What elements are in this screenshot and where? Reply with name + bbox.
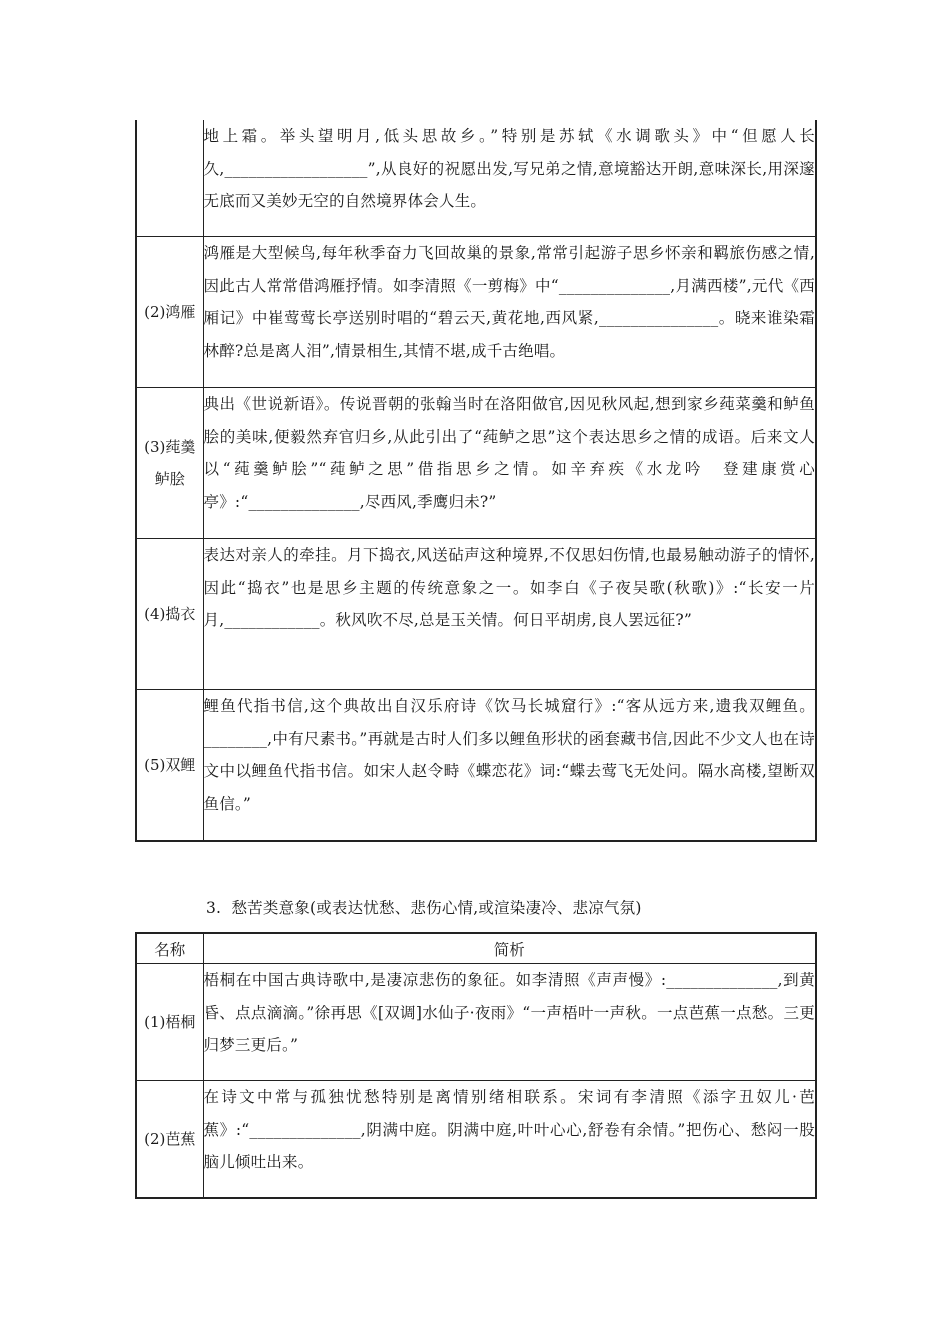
analysis-cell: 表达对亲人的牵挂。月下捣衣,风送砧声这种境界,不仅思妇伤情,也最易触动游子的情怀,因此“捣衣”也是思乡主题的传统意象之一。如李白《子夜吴歌(秋歌)》:“长安一片月,____________。秋风吹不尽,总是玉关情。何日平胡虏,良人罢远征?” xyxy=(203,539,816,690)
table-row xyxy=(136,539,816,690)
header-name: 名称 xyxy=(136,933,203,964)
table-row xyxy=(136,690,816,842)
table-row xyxy=(136,388,816,539)
table-row xyxy=(136,237,816,388)
section-title: 愁苦类意象(或表达忧愁、悲伤心情,或渲染凄冷、悲凉气氛) xyxy=(231,899,642,917)
table-row xyxy=(136,1081,816,1199)
imagery-table-continued xyxy=(135,120,817,842)
name-cell: (5)双鲤 xyxy=(136,690,203,842)
name-cell: (2)芭蕉 xyxy=(136,1081,203,1199)
analysis-cell: 鲤鱼代指书信,这个典故出自汉乐府诗《饮马长城窟行》:“客从远方来,遗我双鲤鱼。________,中有尺素书。”再就是古时人们多以鲤鱼形状的函套藏书信,因此不少文人也在诗文中以鲤鱼代指书信。如宋人赵令畤《蝶恋花》词:“蝶去莺飞无处问。隔水高楼,望断双鱼信。” xyxy=(203,690,816,842)
name-cell: (2)鸿雁 xyxy=(136,237,203,388)
name-cell: (1)梧桐 xyxy=(136,964,203,1081)
name-cell xyxy=(136,120,203,237)
section-heading xyxy=(206,896,642,920)
table-header-row xyxy=(136,933,816,964)
header-analysis: 简析 xyxy=(203,933,816,964)
analysis-cell: 在诗文中常与孤独忧愁特别是离情别绪相联系。宋词有李清照《添字丑奴儿·芭蕉》:“______________,阴满中庭。阴满中庭,叶叶心心,舒卷有余情。”把伤心、愁闷一股脑儿倾吐出来。 xyxy=(203,1081,816,1199)
name-cell: (3)莼羹鲈脍 xyxy=(136,388,203,539)
sorrow-imagery-table xyxy=(135,932,817,1199)
analysis-cell: 地上霜。举头望明月,低头思故乡。”特别是苏轼《水调歌头》中“但愿人长久,__________________”,从良好的祝愿出发,写兄弟之情,意境豁达开朗,意味深长,用深邃无底而又美妙无空的自然境界体会人生。 xyxy=(203,120,816,237)
analysis-cell: 梧桐在中国古典诗歌中,是凄凉悲伤的象征。如李清照《声声慢》:______________,到黄昏、点点滴滴。”徐再思《[双调]水仙子·夜雨》“一声梧叶一声秋。一点芭蕉一点愁。三更归梦三更后。” xyxy=(203,964,816,1081)
name-cell: (4)捣衣 xyxy=(136,539,203,690)
section-number: 3. xyxy=(206,899,222,917)
table-row xyxy=(136,964,816,1081)
table-row xyxy=(136,120,816,237)
analysis-cell: 鸿雁是大型候鸟,每年秋季奋力飞回故巢的景象,常常引起游子思乡怀亲和羁旅伤感之情,因此古人常常借鸿雁抒情。如李清照《一剪梅》中“______________,月满西楼”,元代《西厢记》中崔莺莺长亭送别时唱的“碧云天,黄花地,西风紧,_______________。晓来谁染霜林醉?总是离人泪”,情景相生,其情不堪,成千古绝唱。 xyxy=(203,237,816,388)
analysis-cell: 典出《世说新语》。传说晋朝的张翰当时在洛阳做官,因见秋风起,想到家乡莼菜羹和鲈鱼脍的美味,便毅然弃官归乡,从此引出了“莼鲈之思”这个表达思乡之情的成语。后来文人以“莼羹鲈脍”“莼鲈之思”借指思乡之情。如辛弃疾《水龙吟 登建康赏心亭》:“______________,尽西风,季鹰归未?” xyxy=(203,388,816,539)
